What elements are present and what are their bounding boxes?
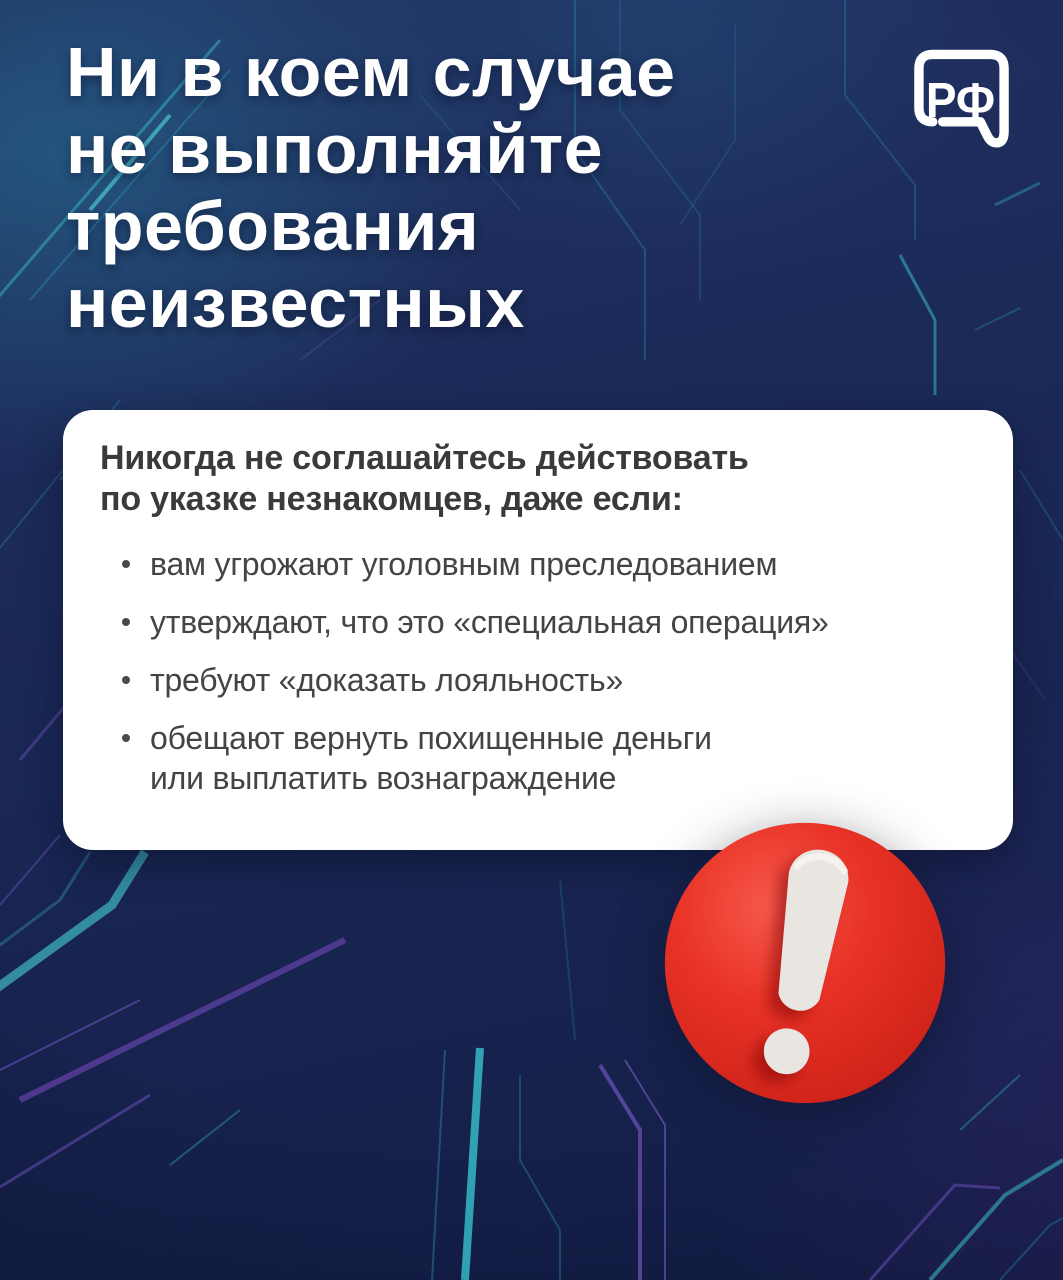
- list-item: [122, 602, 973, 642]
- bullet-list: [100, 544, 973, 798]
- list-item-text: утверждают, что это «специальная операция»: [150, 604, 829, 640]
- logo-text: РФ: [925, 72, 996, 128]
- list-item-text: требуют «доказать лояльность»: [150, 662, 624, 698]
- bullet-dot-icon: [122, 676, 130, 684]
- list-item: [122, 718, 973, 798]
- title-line: не выполняйте: [66, 110, 604, 188]
- bullet-dot-icon: [122, 618, 130, 626]
- exclamation-alert-icon: [662, 820, 948, 1106]
- title-line: неизвестных: [66, 264, 525, 342]
- rf-speech-bubble-logo: [912, 47, 1011, 151]
- page-title: [66, 34, 676, 342]
- card-heading-line: Никогда не соглашайтесь действовать: [100, 439, 749, 477]
- list-item-text: или выплатить вознаграждение: [150, 760, 617, 796]
- list-item-text: обещают вернуть похищенные деньги: [150, 720, 712, 756]
- list-item-text: вам угрожают уголовным преследованием: [150, 546, 778, 582]
- title-line: требования: [66, 187, 480, 265]
- info-card: [63, 410, 1013, 850]
- card-heading: [100, 438, 973, 520]
- list-item: [122, 660, 973, 700]
- card-heading-line: по указке незнакомцев, даже если:: [100, 480, 683, 518]
- bullet-dot-icon: [122, 734, 130, 742]
- bullet-dot-icon: [122, 560, 130, 568]
- title-line: Ни в коем случае: [66, 33, 676, 111]
- list-item: [122, 544, 973, 584]
